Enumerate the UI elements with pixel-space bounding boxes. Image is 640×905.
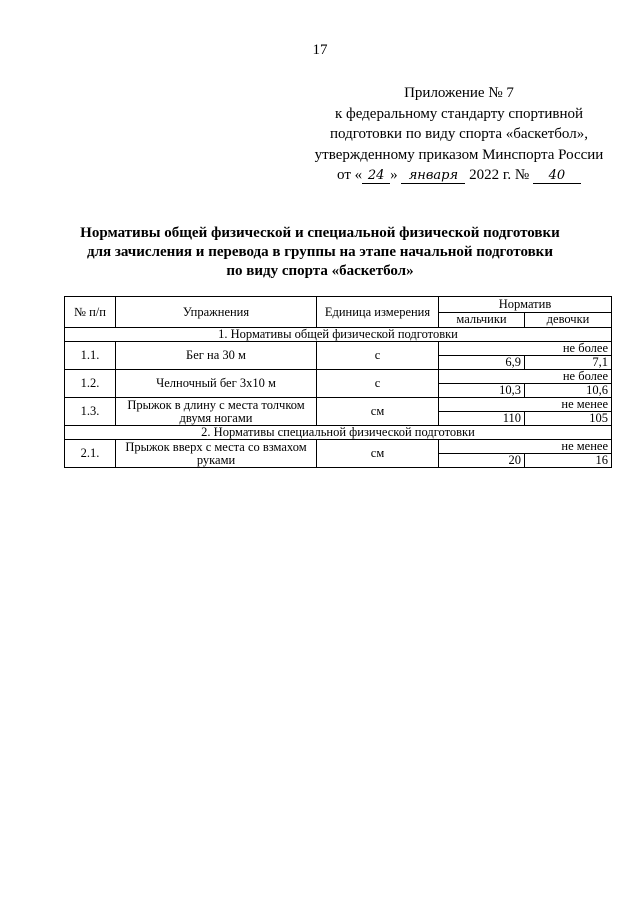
header-unit: Единица измерения bbox=[317, 297, 439, 328]
row-unit: см bbox=[317, 398, 439, 426]
appendix-date-line bbox=[309, 165, 609, 186]
row-girls-value: 16 bbox=[525, 454, 612, 468]
title-line: Нормативы общей физической и специальной физической подготовки bbox=[80, 225, 560, 241]
page-number: 17 bbox=[312, 42, 328, 58]
date-mid: » bbox=[390, 167, 398, 183]
title-line: для зачисления и перевода в группы на этапе начальной подготовки bbox=[87, 244, 553, 260]
row-boys-value: 20 bbox=[439, 454, 525, 468]
row-num: 1.1. bbox=[65, 342, 116, 370]
appendix-line: подготовки по виду спорта «баскетбол», bbox=[330, 126, 588, 142]
row-num: 1.3. bbox=[65, 398, 116, 426]
row-exercise: Челночный бег 3х10 м bbox=[116, 370, 317, 398]
order-number: 40 bbox=[533, 169, 581, 184]
header-exercise: Упражнения bbox=[116, 297, 317, 328]
section-heading: 1. Нормативы общей физической подготовки bbox=[65, 328, 612, 342]
row-unit: с bbox=[317, 342, 439, 370]
date-year: 2022 г. № bbox=[469, 167, 530, 183]
row-exercise: Прыжок в длину с места толчком двумя ногами bbox=[116, 398, 317, 426]
header-boys: мальчики bbox=[439, 312, 525, 328]
row-num: 2.1. bbox=[65, 440, 116, 468]
row-unit: см bbox=[317, 440, 439, 468]
norms-table bbox=[64, 296, 612, 468]
appendix-title: Приложение № 7 bbox=[404, 85, 514, 101]
row-condition: не менее bbox=[439, 440, 612, 454]
section-heading: 2. Нормативы специальной физической подготовки bbox=[65, 426, 612, 440]
header-norm: Норматив bbox=[439, 297, 612, 313]
row-num: 1.2. bbox=[65, 370, 116, 398]
row-boys-value: 6,9 bbox=[439, 356, 525, 370]
title-line: по виду спорта «баскетбол» bbox=[226, 263, 414, 279]
appendix-block bbox=[309, 83, 609, 186]
row-exercise: Прыжок вверх с места со взмахом руками bbox=[116, 440, 317, 468]
date-prefix: от « bbox=[337, 167, 363, 183]
header-girls: девочки bbox=[525, 312, 612, 328]
row-girls-value: 105 bbox=[525, 412, 612, 426]
row-exercise: Бег на 30 м bbox=[116, 342, 317, 370]
row-condition: не менее bbox=[439, 398, 612, 412]
row-unit: с bbox=[317, 370, 439, 398]
row-girls-value: 10,6 bbox=[525, 384, 612, 398]
row-condition: не более bbox=[439, 342, 612, 356]
appendix-line: утвержденному приказом Минспорта России bbox=[314, 146, 604, 163]
date-month: января bbox=[401, 169, 465, 184]
row-condition: не более bbox=[439, 370, 612, 384]
appendix-line: к федеральному стандарту спортивной bbox=[334, 105, 584, 122]
row-boys-value: 10,3 bbox=[439, 384, 525, 398]
row-boys-value: 110 bbox=[439, 412, 525, 426]
document-title bbox=[0, 224, 640, 281]
row-girls-value: 7,1 bbox=[525, 356, 612, 370]
date-day: 24 bbox=[362, 169, 390, 184]
header-num: № п/п bbox=[65, 297, 116, 328]
